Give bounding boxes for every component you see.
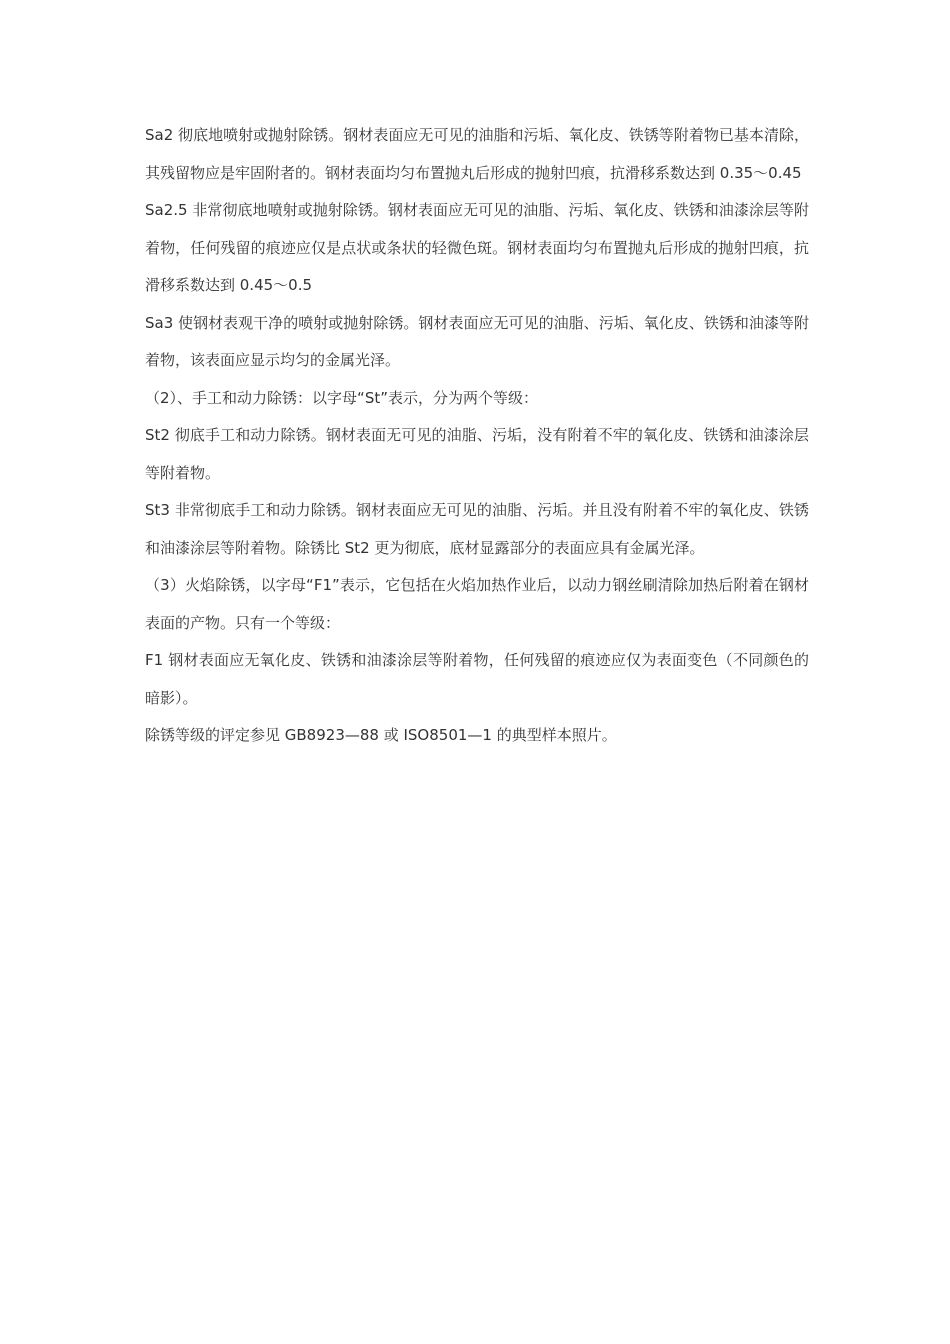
document-body bbox=[145, 117, 809, 755]
paragraph-manual-power-heading: （2）、手工和动力除锈：以字母“St”表示，分为两个等级： bbox=[145, 388, 538, 407]
paragraph-sa2-5: Sa2.5 非常彻底地喷射或抛射除锈。钢材表面应无可见的油脂、污垢、氧化皮、铁锈和油漆涂层等附着物，任何残留的痕迹应仅是点状或条状的轻微色斑。钢材表面均匀布置抛丸后形成的抛射凹痕，抗滑移系数达到 0.45～0.5 bbox=[145, 201, 809, 294]
paragraph-f1: F1 钢材表面应无氧化皮、铁锈和油漆涂层等附着物，任何残留的痕迹应仅为表面变色（不同颜色的暗影）。 bbox=[145, 651, 809, 707]
paragraph-st3: St3 非常彻底手工和动力除锈。钢材表面应无可见的油脂、污垢。并且没有附着不牢的氧化皮、铁锈和油漆涂层等附着物。除锈比 St2 更为彻底，底材显露部分的表面应具有金属光泽。 bbox=[145, 501, 809, 557]
paragraph-st2: St2 彻底手工和动力除锈。钢材表面无可见的油脂、污垢，没有附着不牢的氧化皮、铁锈和油漆涂层等附着物。 bbox=[145, 426, 809, 482]
paragraph-sa3: Sa3 使钢材表观干净的喷射或抛射除锈。钢材表面应无可见的油脂、污垢、氧化皮、铁锈和油漆等附着物，该表面应显示均匀的金属光泽。 bbox=[145, 313, 809, 369]
paragraph-reference: 除锈等级的评定参见 GB8923—88 或 ISO8501—1 的典型样本照片。 bbox=[145, 726, 617, 744]
paragraph-flame-heading: （3）火焰除锈，以字母“F1”表示，它包括在火焰加热作业后，以动力钢丝刷清除加热后附着在钢材表面的产物。只有一个等级： bbox=[145, 576, 809, 632]
paragraph-sa2: Sa2 彻底地喷射或抛射除锈。钢材表面应无可见的油脂和污垢、氧化皮、铁锈等附着物已基本清除，其残留物应是牢固附者的。钢材表面均匀布置抛丸后形成的抛射凹痕，抗滑移系数达到 0.35～0.45 bbox=[145, 126, 809, 182]
